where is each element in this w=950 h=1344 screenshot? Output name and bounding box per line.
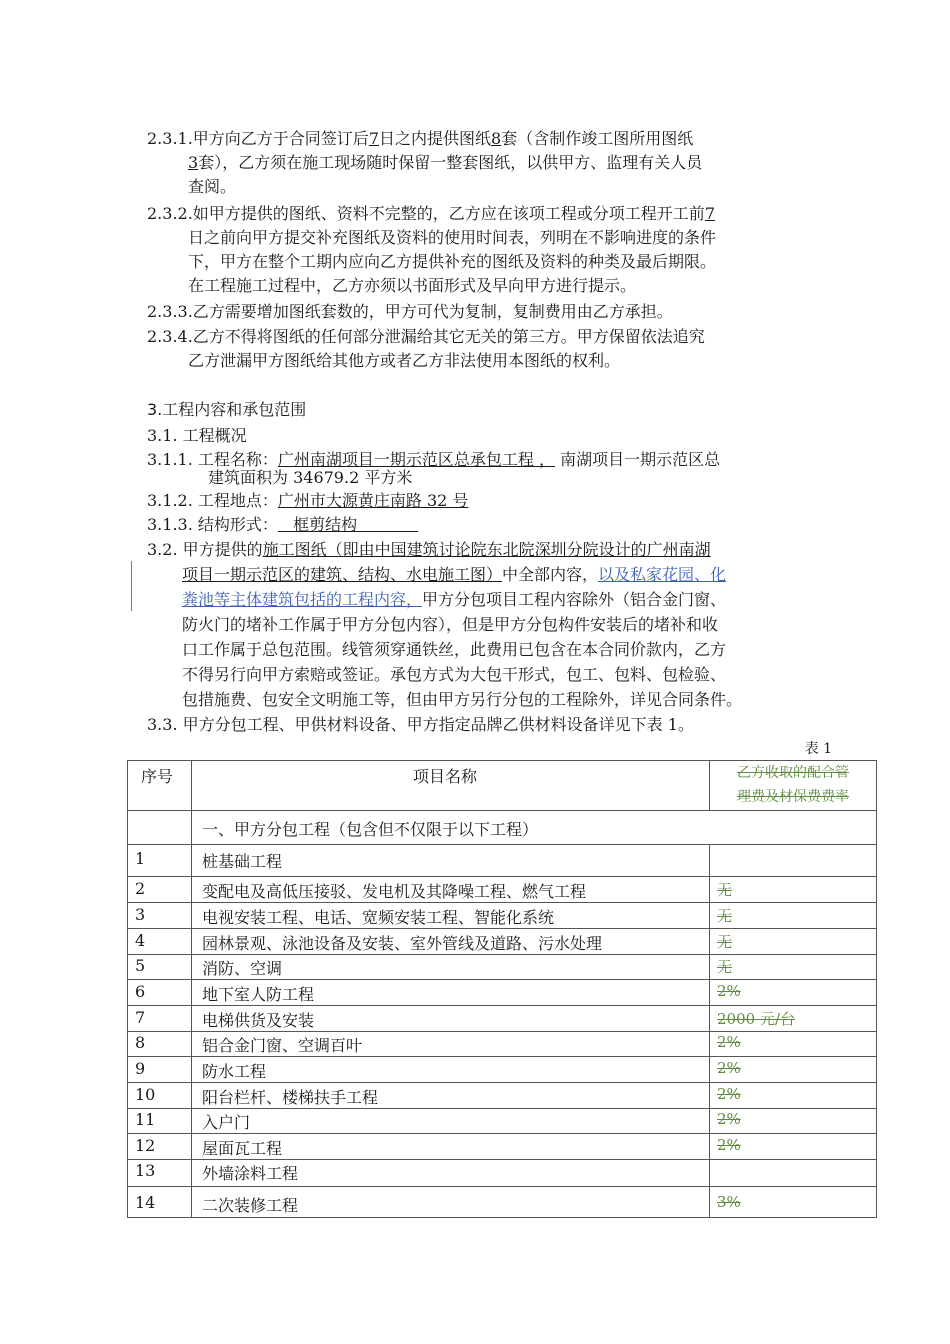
table-rule xyxy=(127,844,877,845)
row-rate: 2% xyxy=(717,1033,741,1051)
row-no: 3 xyxy=(135,905,146,924)
row-rate: 2% xyxy=(717,1059,741,1077)
row-no: 4 xyxy=(135,931,146,950)
row-name: 阳台栏杆、楼梯扶手工程 xyxy=(202,1088,379,1107)
clause-3-2-line-4: 防火门的堵补工作属于甲方分包内容），但是甲方分包构件安装后的堵补和收 xyxy=(182,615,719,634)
revision-marker xyxy=(131,561,132,611)
header-rate-line: 乙方收取的配合管 xyxy=(737,765,849,781)
clause-3-2-line-7: 包措施费、包安全文明施工等，但由甲方另行分包的工程除外，详见合同条件。 xyxy=(182,690,743,709)
row-name: 电视安装工程、电话、宽频安装工程、智能化系统 xyxy=(202,908,555,927)
project-location: 广州市大源黄庄南路 32 号 xyxy=(277,491,469,510)
clause-label: 3.1.3. 结构形式： xyxy=(147,515,278,534)
clause-2-3-3: 2.3.3.乙方需要增加图纸套数的，甲方可代为复制，复制费用由乙方承担。 xyxy=(147,302,673,321)
row-rate: 2% xyxy=(717,1085,741,1103)
row-no: 13 xyxy=(135,1161,156,1180)
table-rule xyxy=(127,1108,877,1109)
row-name: 变配电及高低压接驳、发电机及其降噪工程、燃气工程 xyxy=(202,882,587,901)
table-rule xyxy=(127,1159,877,1160)
clause-text: 中全部内容， xyxy=(502,565,599,584)
row-name: 消防、空调 xyxy=(202,959,283,978)
row-name: 二次装修工程 xyxy=(202,1196,299,1215)
row-rate: 3% xyxy=(717,1193,741,1211)
table-rule xyxy=(127,928,877,929)
table-rule xyxy=(127,1005,877,1006)
row-no: 1 xyxy=(135,849,146,868)
underlined-value: 7 xyxy=(704,204,715,223)
table-rule xyxy=(127,902,877,903)
row-name: 入户门 xyxy=(202,1113,251,1132)
clause-text: 南湖项目一期示范区总 xyxy=(554,450,721,469)
subcontract-table xyxy=(127,760,877,1218)
table-rule xyxy=(127,979,877,980)
row-no: 11 xyxy=(135,1110,156,1129)
table-rule xyxy=(191,760,192,1218)
clause-2-3-4-line-1: 2.3.4.乙方不得将图纸的任何部分泄漏给其它无关的第三方。甲方保留依法追究 xyxy=(147,327,705,346)
row-rate: 2% xyxy=(717,1110,741,1128)
row-name: 屋面瓦工程 xyxy=(202,1139,283,1158)
header-rate-line: 理费及材保费费率 xyxy=(737,789,849,805)
clause-3-3: 3.3. 甲方分包工程、甲供材料设备、甲方指定品牌乙供材料设备详见下表 1。 xyxy=(147,715,694,734)
underlined-text: 项目一期示范区的建筑、结构、水电施工图） xyxy=(182,565,503,584)
clause-3-2-line-6: 不得另行向甲方索赔或签证。承包方式为大包干形式，包工、包料、包检验、 xyxy=(182,665,727,684)
clause-2-3-2-line-2: 日之前向甲方提交补充图纸及资料的使用时间表，列明在不影响进度的条件 xyxy=(188,228,717,247)
clause-text: 2.3.2.如甲方提供的图纸、资料不完整的，乙方应在该项工程或分项工程开工前 xyxy=(147,204,705,223)
table-rule xyxy=(127,1217,877,1218)
row-rate: 无 xyxy=(717,933,733,951)
table-rule xyxy=(709,760,710,810)
clause-label: 3.1.2. 工程地点： xyxy=(147,491,278,510)
row-no: 12 xyxy=(135,1136,156,1155)
row-name: 电梯供货及安装 xyxy=(202,1011,315,1030)
row-no: 9 xyxy=(135,1059,146,1078)
underlined-value: 7 xyxy=(368,129,379,148)
row-name: 桩基础工程 xyxy=(202,852,283,871)
clause-2-3-1-line-2 xyxy=(188,152,702,174)
clause-2-3-2-line-3: 下，甲方在整个工期内应向乙方提供补充的图纸及资料的种类及最后期限。 xyxy=(188,252,717,271)
row-no: 10 xyxy=(135,1085,156,1104)
underlined-value: 8 xyxy=(491,129,502,148)
table-label: 表 1 xyxy=(804,741,832,757)
clause-2-3-1-line-1 xyxy=(147,128,693,150)
clause-3-2-line-3 xyxy=(182,589,726,611)
header-rate xyxy=(711,761,875,809)
row-no: 5 xyxy=(135,956,146,975)
row-name: 地下室人防工程 xyxy=(202,985,315,1004)
clause-2-3-2-line-4: 在工程施工过程中，乙方亦须以书面形式及早向甲方进行提示。 xyxy=(188,276,637,295)
clause-text: 甲方分包项目工程内容除外（铝合金门窗、 xyxy=(422,590,727,609)
table-rule xyxy=(127,954,877,955)
clause-text: 2.3.1.甲方向乙方于合同签订后 xyxy=(147,129,369,148)
table-rule xyxy=(127,810,877,811)
row-rate: 2% xyxy=(717,982,741,1000)
clause-text: 日之内提供图纸 xyxy=(379,129,492,148)
table-rule xyxy=(127,1082,877,1083)
clause-2-3-2-line-1 xyxy=(147,203,715,225)
row-rate: 2000 元/台 xyxy=(717,1010,795,1028)
clause-3-2-line-1 xyxy=(147,539,711,561)
table-rule xyxy=(127,1031,877,1032)
clause-2-3-1-line-3: 查阅。 xyxy=(188,177,237,196)
project-name: 广州南湖项目一期示范区总承包工程 ， xyxy=(277,450,555,469)
row-no: 2 xyxy=(135,879,146,898)
table-rule xyxy=(127,876,877,877)
clause-3-2-line-2 xyxy=(182,564,726,586)
row-name: 铝合金门窗、空调百叶 xyxy=(202,1036,363,1055)
table-rule xyxy=(127,1186,877,1187)
underlined-value: 3 xyxy=(188,153,199,172)
clause-3-1: 3.1. 工程概况 xyxy=(147,426,247,445)
clause-text: 套），乙方须在施工现场随时保留一整套图纸，以供甲方、监理有关人员 xyxy=(198,153,703,172)
table-rule xyxy=(709,844,710,1218)
clause-3-1-3 xyxy=(147,514,418,536)
section-3-heading: 3.工程内容和承包范围 xyxy=(147,400,307,419)
clause-2-3-4-line-2: 乙方泄漏甲方图纸给其他方或者乙方非法使用本图纸的权利。 xyxy=(188,351,621,370)
row-name: 外墙涂料工程 xyxy=(202,1164,299,1183)
clause-3-1-1-line-2: 建筑面积为 34679.2 平方米 xyxy=(208,468,413,487)
structure-type: 框剪结构 xyxy=(277,515,419,534)
revised-text: 以及私家花园、化 xyxy=(598,565,727,584)
row-no: 6 xyxy=(135,982,146,1001)
clause-3-2-line-5: 口工作属于总包范围。线管须穿通铁丝，此费用已包含在本合同价款内，乙方 xyxy=(182,640,727,659)
row-name: 防水工程 xyxy=(202,1062,267,1081)
table-rule xyxy=(127,1056,877,1057)
clause-text: 3.2. 甲方提供的 xyxy=(147,540,263,559)
table-rule xyxy=(127,760,128,1218)
header-no: 序号 xyxy=(141,767,174,786)
row-no: 14 xyxy=(135,1193,156,1212)
row-rate: 无 xyxy=(717,958,733,976)
row-rate: 2% xyxy=(717,1136,741,1154)
row-no: 7 xyxy=(135,1008,146,1027)
underlined-text: 施工图纸（即由中国建筑讨论院东北院深圳分院设计的广州南湖 xyxy=(262,540,711,559)
clause-3-1-2 xyxy=(147,490,468,512)
header-name: 项目名称 xyxy=(413,767,478,786)
row-rate: 无 xyxy=(717,907,733,925)
revised-text: 粪池等主体建筑包括的工程内容， xyxy=(182,590,423,609)
section-title: 一、甲方分包工程（包含但不仅限于以下工程） xyxy=(202,820,539,839)
clause-text: 套（含制作竣工图所用图纸 xyxy=(501,129,694,148)
row-no: 8 xyxy=(135,1033,146,1052)
clause-label: 3.1.1. 工程名称： xyxy=(147,450,278,469)
row-rate: 无 xyxy=(717,881,733,899)
table-rule xyxy=(876,760,877,1218)
table-rule xyxy=(127,1133,877,1134)
row-name: 园林景观、泳池设备及安装、室外管线及道路、污水处理 xyxy=(202,934,603,953)
